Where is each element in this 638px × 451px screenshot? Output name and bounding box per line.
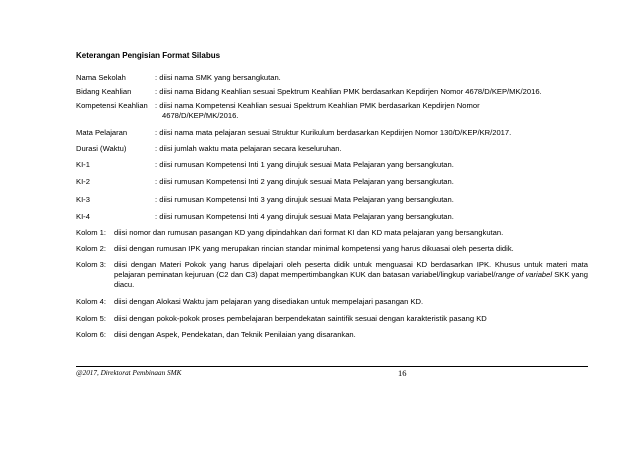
kolom-value [114, 260, 588, 290]
kolom-label: Kolom 3: [76, 260, 106, 269]
kolom-label: Kolom 6: [76, 330, 106, 339]
field-label: Mata Pelajaran [76, 128, 128, 137]
field-value: : diisi rumusan Kompetensi Inti 3 yang dirujuk sesuai Mata Pelajaran yang bersangkutan. [155, 195, 454, 204]
field-value: : diisi nama Kompetensi Keahlian sesuai Spektrum Keahlian PMK berdasarkan Kepdirjen Nomor [155, 101, 480, 110]
field-label: Durasi (Waktu) [76, 144, 127, 153]
footer-publisher: @2017, Direktorat Pembinaan SMK [76, 369, 182, 377]
field-label: KI-3 [76, 195, 90, 204]
field-label: KI-1 [76, 160, 90, 169]
field-value: : diisi rumusan Kompetensi Inti 1 yang dirujuk sesuai Mata Pelajaran yang bersangkutan. [155, 160, 454, 169]
field-label: KI-4 [76, 212, 90, 221]
kolom-value-italic: range of variabel [495, 270, 553, 279]
kolom-label: Kolom 2: [76, 244, 106, 253]
field-value: : diisi rumusan Kompetensi Inti 2 yang dirujuk sesuai Mata Pelajaran yang bersangkutan. [155, 177, 454, 186]
kolom-value-text: diisi dengan Materi Pokok yang harus dipelajari oleh peserta didik untuk menguasai KD berdasarkan IPK. Khusus untuk materi mata pelajaran peminatan kejuruan (C2 dan C3) dapat mempertimbangkan KUK dan batasan variabel/lingkup variabel/ [114, 260, 588, 279]
field-value: : diisi nama Bidang Keahlian sesuai Spektrum Keahlian PMK berdasarkan Kepdirjen Nomor 4678/D/KEP/MK/2016. [155, 87, 542, 96]
kolom-value: diisi dengan pokok-pokok proses pembelajaran berpendekatan saintifik sesuai dengan karakteristik pasang KD [114, 314, 487, 323]
field-value: : diisi rumusan Kompetensi Inti 4 yang dirujuk sesuai Mata Pelajaran yang bersangkutan. [155, 212, 454, 221]
field-label: Nama Sekolah [76, 73, 126, 82]
field-value: : diisi nama mata pelajaran sesuai Struktur Kurikulum berdasarkan Kepdirjen Nomor 130/D/KEP/KR/2017. [155, 128, 512, 137]
field-value: : diisi jumlah waktu mata pelajaran secara keseluruhan. [155, 144, 342, 153]
kolom-value: diisi dengan Alokasi Waktu jam pelajaran yang disediakan untuk mempelajari pasangan KD. [114, 297, 424, 306]
footer-divider [76, 366, 588, 367]
field-value: : diisi nama SMK yang bersangkutan. [155, 73, 281, 82]
kolom-label: Kolom 5: [76, 314, 106, 323]
field-label: Kompetensi Keahlian [76, 101, 148, 110]
kolom-value: diisi dengan rumusan IPK yang merupakan rincian standar minimal kompetensi yang harus dikuasai oleh peserta didik. [114, 244, 514, 253]
kolom-value-text-end: SKK yang diacu. [114, 270, 589, 289]
field-value-continuation: 4678/D/KEP/MK/2016. [162, 111, 239, 120]
kolom-value: diisi nomor dan rumusan pasangan KD yang dipindahkan dari format KI dan KD mata pelajaran yang bersangkutan. [114, 228, 504, 237]
kolom-value: diisi dengan Aspek, Pendekatan, dan Teknik Penilaian yang disarankan. [114, 330, 356, 339]
kolom-label: Kolom 1: [76, 228, 106, 237]
field-label: KI-2 [76, 177, 90, 186]
page-number: 16 [398, 368, 407, 378]
kolom-label: Kolom 4: [76, 297, 106, 306]
field-label: Bidang Keahlian [76, 87, 132, 96]
section-heading: Keterangan Pengisian Format Silabus [76, 51, 221, 60]
